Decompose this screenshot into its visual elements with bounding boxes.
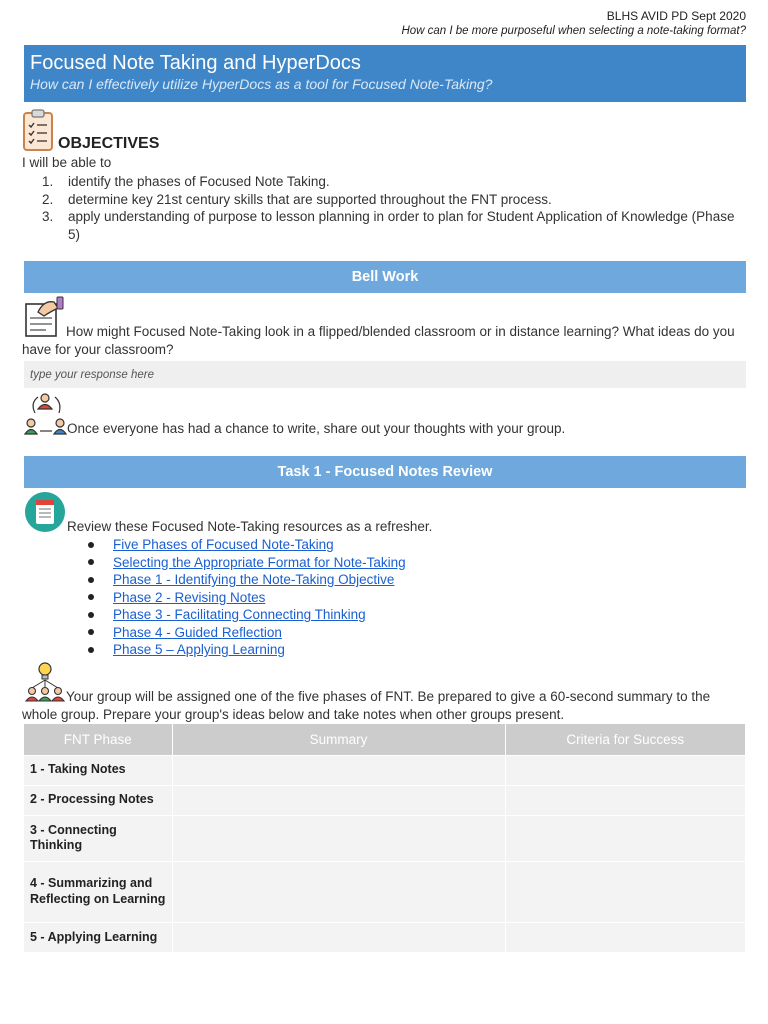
column-header: FNT Phase <box>24 724 172 755</box>
title-block <box>24 45 746 102</box>
table-row <box>24 861 746 922</box>
list-item <box>42 208 746 243</box>
link-phase-4[interactable]: Phase 4 - Guided Reflection <box>113 624 282 640</box>
list-number: 2. <box>42 191 54 207</box>
objective-text: determine key 21st century skills that are supported throughout the FNT process. <box>68 191 552 207</box>
bullet <box>88 559 94 565</box>
group-share-icon <box>24 391 68 442</box>
list-number: 3. <box>42 209 54 224</box>
criteria-cell[interactable] <box>505 861 746 922</box>
objective-text: identify the phases of Focused Note Taking. <box>68 174 330 189</box>
event-label: BLHS AVID PD Sept 2020 <box>606 9 746 23</box>
link-phase-1[interactable]: Phase 1 - Identifying the Note-Taking Objective <box>113 572 395 587</box>
page-title: Focused Note Taking and HyperDocs <box>30 52 361 74</box>
phase-cell: 5 - Applying Learning <box>24 922 172 952</box>
link-phase-2[interactable]: Phase 2 - Revising Notes <box>113 589 266 605</box>
bullet <box>88 594 94 600</box>
criteria-cell[interactable] <box>505 785 746 815</box>
phase-cell: 3 - Connecting Thinking <box>24 815 172 861</box>
objectives-intro: I will be able to <box>22 155 112 170</box>
summary-cell[interactable] <box>172 861 505 922</box>
list-item <box>88 571 406 589</box>
list-item <box>42 173 746 191</box>
page-subtitle: How can I effectively utilize HyperDocs as a tool for Focused Note-Taking? <box>30 76 493 92</box>
group-instructions: Your group will be assigned one of the five phases of FNT. Be prepared to give a 60-second summary to the whole group. Prepare your group's ideas below and take notes when other groups present. <box>22 689 711 722</box>
document-circle-icon <box>24 491 66 538</box>
table-row <box>24 785 746 815</box>
bullet <box>88 647 94 653</box>
bullet <box>88 629 94 635</box>
table-header-row <box>24 724 746 755</box>
table-row <box>24 922 746 952</box>
task1-bar: Task 1 - Focused Notes Review <box>24 456 746 488</box>
column-header: Criteria for Success <box>505 724 746 755</box>
objectives-heading: OBJECTIVES <box>58 135 160 152</box>
list-item <box>88 641 406 659</box>
list-item <box>88 589 406 607</box>
list-item <box>88 606 406 624</box>
link-phase-3[interactable]: Phase 3 - Facilitating Connecting Thinking <box>113 607 366 622</box>
list-item <box>88 536 406 554</box>
resource-links <box>88 536 406 659</box>
list-item <box>88 554 406 572</box>
criteria-cell[interactable] <box>505 815 746 861</box>
link-five-phases[interactable]: Five Phases of Focused Note-Taking <box>113 537 334 552</box>
bullet <box>88 577 94 583</box>
phase-cell: 4 - Summarizing and Reflecting on Learning <box>24 861 172 922</box>
list-item <box>88 624 406 642</box>
list-number: 1. <box>42 174 54 189</box>
objective-text: apply understanding of purpose to lesson planning in order to plan for Student Application of Knowledge (Phase 5) <box>68 209 735 242</box>
table-row <box>24 815 746 861</box>
clipboard-checklist-icon <box>22 108 56 157</box>
task1-intro: Review these Focused Note-Taking resources as a refresher. <box>67 519 433 534</box>
summary-cell[interactable] <box>172 755 505 785</box>
summary-cell[interactable] <box>172 815 505 861</box>
bullet <box>88 542 94 548</box>
link-selecting-format[interactable]: Selecting the Appropriate Format for Note-Taking <box>113 554 406 570</box>
objectives-list <box>42 173 746 243</box>
phase-cell: 1 - Taking Notes <box>24 755 172 785</box>
criteria-cell[interactable] <box>505 922 746 952</box>
criteria-cell[interactable] <box>505 755 746 785</box>
list-item <box>42 191 746 209</box>
summary-cell[interactable] <box>172 922 505 952</box>
share-instructions: Once everyone has had a chance to write, share out your thoughts with your group. <box>67 421 566 436</box>
column-header: Summary <box>172 724 505 755</box>
table-row <box>24 755 746 785</box>
fnt-phase-table <box>24 724 746 952</box>
bell-work-bar: Bell Work <box>24 261 746 293</box>
summary-cell[interactable] <box>172 785 505 815</box>
bullet <box>88 612 94 618</box>
page-header <box>401 9 746 39</box>
phase-cell: 2 - Processing Notes <box>24 785 172 815</box>
link-phase-5[interactable]: Phase 5 – Applying Learning <box>113 642 285 657</box>
response-input[interactable] <box>24 361 746 388</box>
bell-work-prompt: How might Focused Note-Taking look in a flipped/blended classroom or in distance learning? What ideas do you have for your classroom? <box>22 324 735 357</box>
guiding-question: How can I be more purposeful when selecting a note-taking format? <box>401 25 746 37</box>
